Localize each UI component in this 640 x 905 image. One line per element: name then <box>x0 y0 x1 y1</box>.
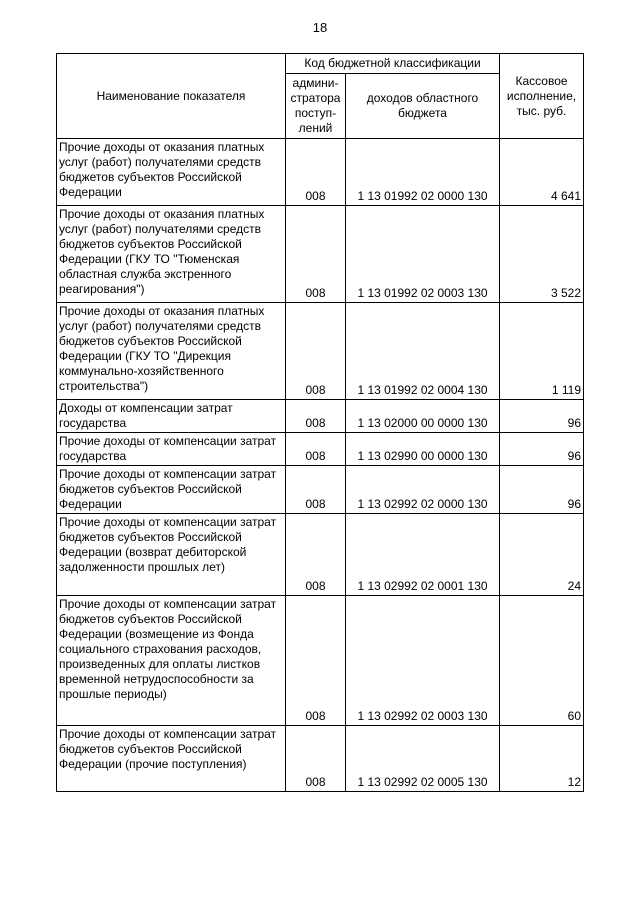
row-admin-cell: 008 <box>286 514 346 596</box>
row-amount-cell: 1 119 <box>500 303 584 400</box>
row-amount-cell: 24 <box>500 514 584 596</box>
row-name-cell: Доходы от компенсации затрат государства <box>57 400 286 433</box>
row-code-cell: 1 13 02992 02 0005 130 <box>346 726 500 792</box>
row-code-cell: 1 13 02992 02 0001 130 <box>346 514 500 596</box>
table-row <box>57 206 584 303</box>
budget-table <box>56 53 584 792</box>
row-code-cell: 1 13 02000 00 0000 130 <box>346 400 500 433</box>
page-number: 18 <box>312 20 328 35</box>
row-amount-cell: 3 522 <box>500 206 584 303</box>
row-name-cell: Прочие доходы от компенсации затрат государства <box>57 433 286 466</box>
row-amount-cell: 4 641 <box>500 139 584 206</box>
row-amount-cell: 12 <box>500 726 584 792</box>
row-code-cell: 1 13 02990 00 0000 130 <box>346 433 500 466</box>
row-amount-cell: 96 <box>500 400 584 433</box>
row-admin-cell: 008 <box>286 400 346 433</box>
row-name-cell: Прочие доходы от компенсации затрат бюджетов субъектов Российской Федерации (возмещение из Фонда социального страхования расходов, произведенных для оплаты листков временной нетрудоспособности за прошлые периоды) <box>57 596 286 726</box>
table-row <box>57 596 584 726</box>
row-name-cell: Прочие доходы от компенсации затрат бюджетов субъектов Российской Федерации (возврат дебиторской задолженности прошлых лет) <box>57 514 286 596</box>
row-code-cell: 1 13 02992 02 0003 130 <box>346 596 500 726</box>
row-code-cell: 1 13 02992 02 0000 130 <box>346 466 500 514</box>
row-admin-cell: 008 <box>286 726 346 792</box>
row-admin-cell: 008 <box>286 466 346 514</box>
header-admin: админи-стратора поступ-лений <box>286 74 346 139</box>
header-name: Наименование показателя <box>57 54 286 139</box>
header-budget-classification: Код бюджетной классификации <box>286 54 500 74</box>
row-amount-cell: 96 <box>500 433 584 466</box>
row-admin-cell: 008 <box>286 303 346 400</box>
row-name-cell: Прочие доходы от компенсации затрат бюджетов субъектов Российской Федерации <box>57 466 286 514</box>
row-admin-cell: 008 <box>286 206 346 303</box>
row-code-cell: 1 13 01992 02 0003 130 <box>346 206 500 303</box>
row-amount-cell: 96 <box>500 466 584 514</box>
row-code-cell: 1 13 01992 02 0000 130 <box>346 139 500 206</box>
table-row <box>57 433 584 466</box>
row-admin-cell: 008 <box>286 433 346 466</box>
header-amount: Кассовое исполнение, тыс. руб. <box>500 54 584 139</box>
table-row <box>57 514 584 596</box>
table-row <box>57 400 584 433</box>
row-admin-cell: 008 <box>286 139 346 206</box>
row-name-cell: Прочие доходы от компенсации затрат бюджетов субъектов Российской Федерации (прочие поступления) <box>57 726 286 792</box>
table-row <box>57 303 584 400</box>
row-code-cell: 1 13 01992 02 0004 130 <box>346 303 500 400</box>
table-row <box>57 726 584 792</box>
table-row <box>57 466 584 514</box>
row-admin-cell: 008 <box>286 596 346 726</box>
header-income-code: доходов областного бюджета <box>346 74 500 139</box>
row-name-cell: Прочие доходы от оказания платных услуг (работ) получателями средств бюджетов субъектов Российской Федерации <box>57 139 286 206</box>
row-amount-cell: 60 <box>500 596 584 726</box>
row-name-cell: Прочие доходы от оказания платных услуг (работ) получателями средств бюджетов субъектов Российской Федерации (ГКУ ТО "Дирекция коммунально-хозяйственного строительства") <box>57 303 286 400</box>
row-name-cell: Прочие доходы от оказания платных услуг (работ) получателями средств бюджетов субъектов Российской Федерации (ГКУ ТО "Тюменская областная служба экстренного реагирования") <box>57 206 286 303</box>
table-row <box>57 139 584 206</box>
